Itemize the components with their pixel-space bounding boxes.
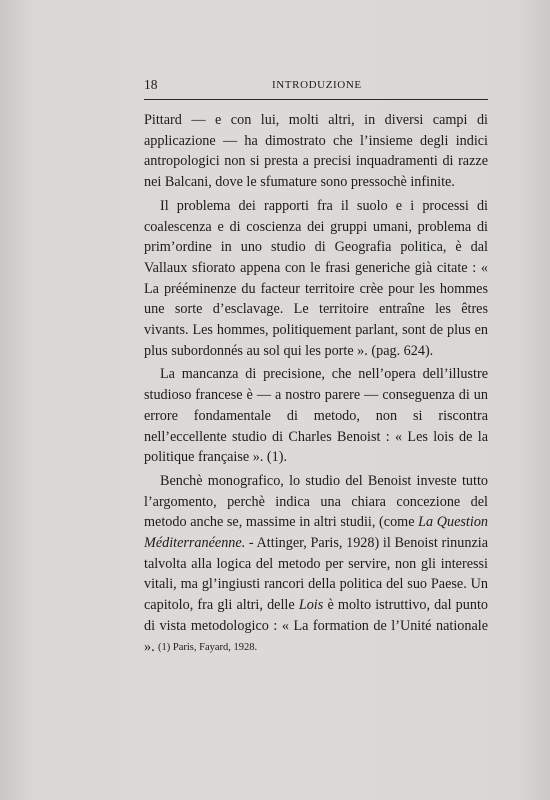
paragraph <box>144 471 488 657</box>
paragraph-text: - Attinger, Paris, 1928) il Benoist rinunzia talvolta alla logica del metodo per servire, non gli interessi vitali, ma gl’ingiusti rancori della politica del suo Paese. Un capitolo, fra gli altri, delle <box>144 535 488 614</box>
running-head: INTRODUZIONE <box>272 79 362 91</box>
page-header <box>144 77 488 100</box>
body-text <box>144 110 488 657</box>
book-title: Lois <box>298 597 324 614</box>
paragraph: Pittard — e con lui, molti altri, in diversi campi di applicazione — ha dimostrato che l’insieme degli indici antropologici non si presta a precisi inquadramenti di razze nei Balcani, dove le sfumature sono pressochè infinite. <box>144 112 488 191</box>
footnote: (1) Paris, Fayard, 1928. <box>158 642 258 653</box>
book-title: La Question Méditerranéenne. <box>144 514 489 552</box>
paragraph-text: è molto istruttivo, dal punto di vista metodologico : « La formation de l’Unité nationale ». <box>144 597 488 655</box>
page-number: 18 <box>144 77 158 92</box>
paragraph-text: Benchè monografico, lo studio del Benoist investe tutto l’argomento, perchè indica una chiara concezione del metodo anche se, massime in altri studii, (come <box>144 472 488 531</box>
paragraph: Il problema dei rapporti fra il suolo e i processi di coalescenza e di coscienza dei gruppi umani, problema di prim’ordine in uno studio di Geografia politica, è dal Vallaux sfiorato appena con le frasi generiche già citate : « La prééminenze du facteur territoire crèe pour les hommes une sorte d’esclavage. Le territoire entraîne les êtres vivants. Les hommes, politiquement parlant, sont de plus en plus subordonnés au sol qui les porte ». (pag. 624). <box>144 197 488 359</box>
paragraph: La mancanza di precisione, che nell’opera dell’illustre studioso francese è — a nostro parere — conseguenza di un errore fondamentale di metodo, non si riscontra nell’eccellente studio di Charles Benoist : « Les lois de la politique française ». (1). <box>144 366 488 466</box>
